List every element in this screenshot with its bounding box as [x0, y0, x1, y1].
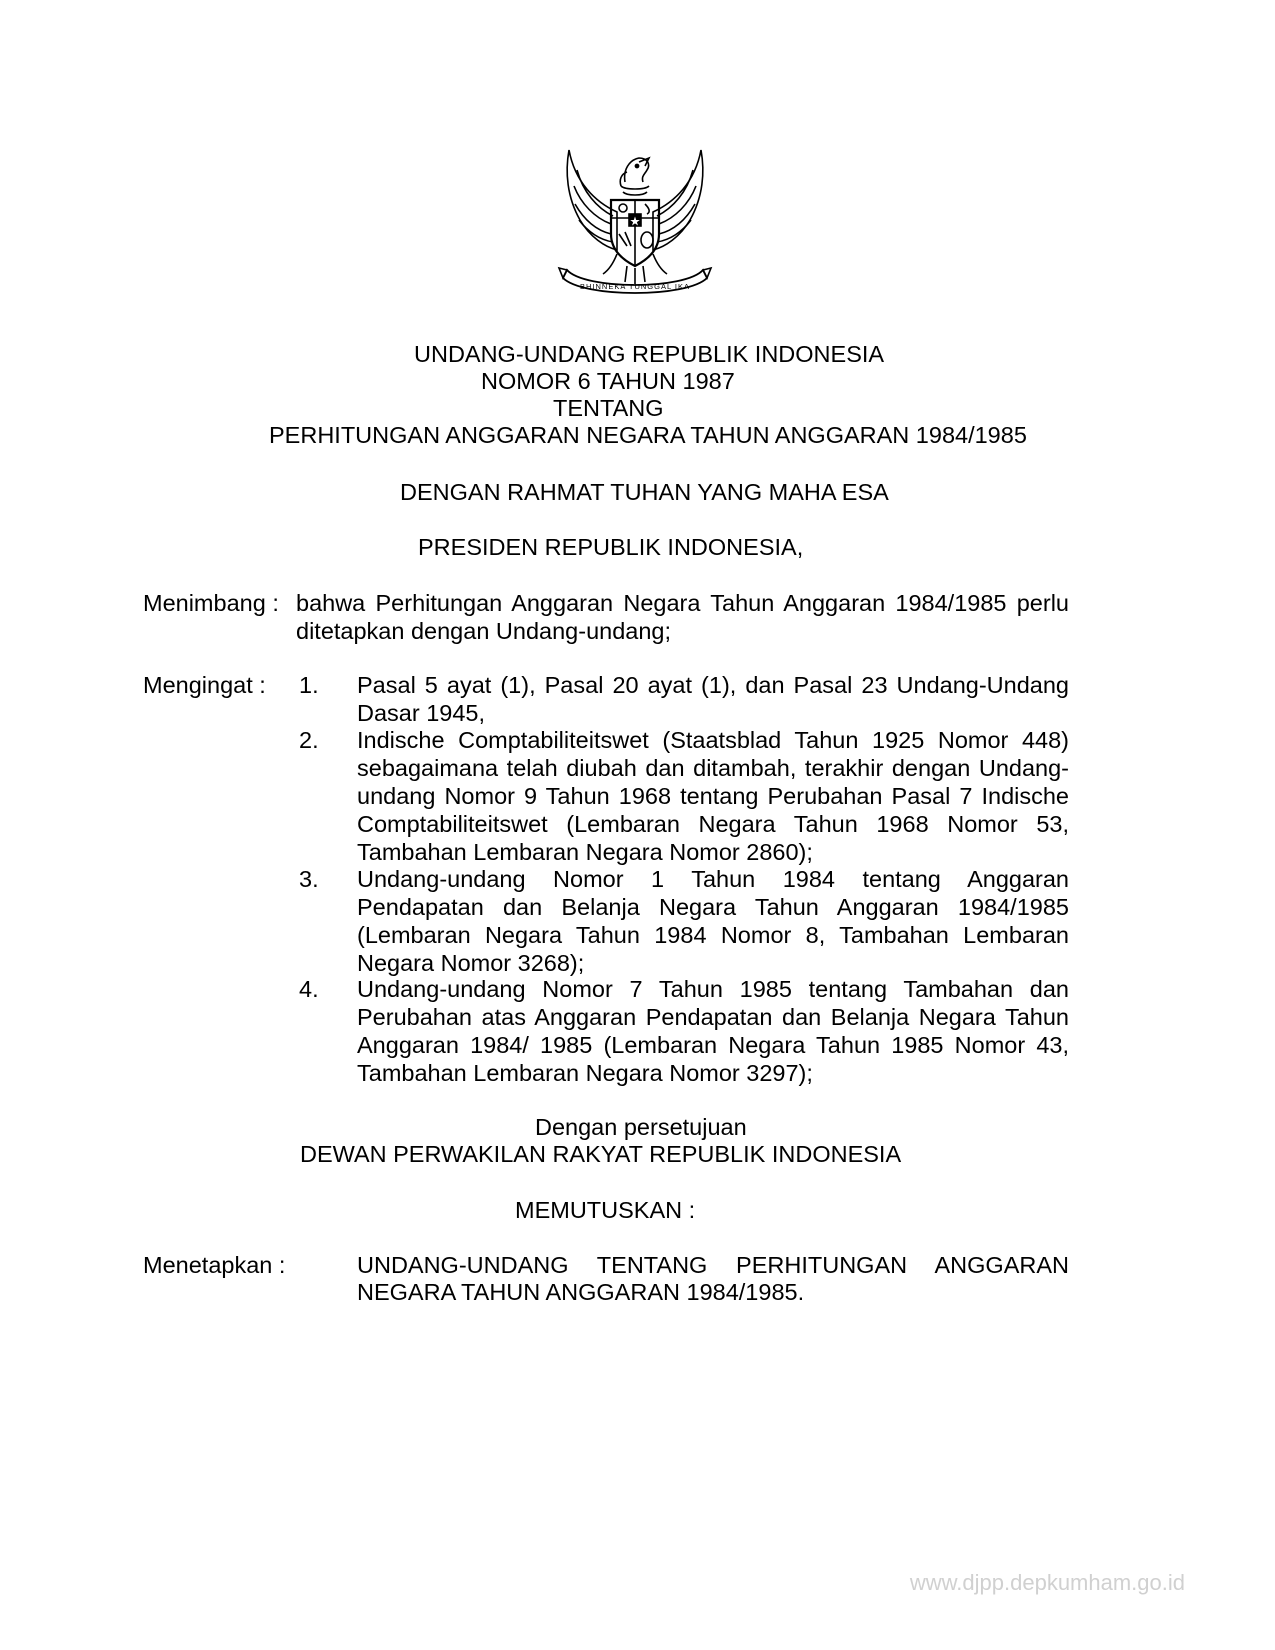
- footer-url: www.djpp.depkumham.go.id: [909, 1570, 1185, 1595]
- heading-line-1: UNDANG-UNDANG REPUBLIK INDONESIA: [414, 341, 885, 367]
- heading-line-3: TENTANG: [553, 395, 664, 421]
- president-line: PRESIDEN REPUBLIK INDONESIA,: [418, 534, 804, 560]
- persetujuan-line-2: DEWAN PERWAKILAN RAKYAT REPUBLIK INDONESIA: [300, 1141, 902, 1167]
- menetapkan-line-2: NEGARA TAHUN ANGGARAN 1984/1985.: [357, 1279, 805, 1305]
- menetapkan-line-1: UNDANG-UNDANG TENTANG PERHITUNGAN ANGGARAN: [357, 1252, 1069, 1278]
- mengingat-item-number: 2.: [299, 727, 319, 753]
- memutuskan-line: MEMUTUSKAN :: [515, 1197, 696, 1223]
- heading-line-4: PERHITUNGAN ANGGARAN NEGARA TAHUN ANGGARAN 1984/1985: [269, 422, 1027, 448]
- menimbang-text: bahwa Perhitungan Anggaran Negara Tahun Anggaran 1984/1985 perlu ditetapkan dengan Undang-undang;: [296, 590, 1069, 644]
- mengingat-item-text: Undang-undang Nomor 7 Tahun 1985 tentang Tambahan dan Perubahan atas Anggaran Pendapatan dan Belanja Negara Tahun Anggaran 1984/ 1985 (Lembaran Negara Tahun 1985 Nomor 43, Tambahan Lembaran Negara Nomor 3297);: [357, 976, 1069, 1086]
- garuda-emblem-icon: [555, 142, 715, 312]
- mengingat-item-text: Indische Comptabiliteitswet (Staatsblad Tahun 1925 Nomor 448) sebagaimana telah diubah dan ditambah, terakhir dengan Undang-undang Nomor 9 Tahun 1968 tentang Perubahan Pasal 7 Indische Comptabiliteitswet (Lembaran Negara Tahun 1968 Nomor 53, Tambahan Lembaran Negara Nomor 2860);: [357, 727, 1069, 865]
- mengingat-item-number: 4.: [299, 976, 319, 1002]
- mengingat-label: Mengingat :: [143, 672, 266, 698]
- menimbang-label: Menimbang :: [143, 590, 279, 616]
- emblem-motto: BHINNEKA TUNGGAL IKA: [579, 282, 691, 291]
- mengingat-item-number: 1.: [299, 672, 319, 698]
- mengingat-item-number: 3.: [299, 866, 319, 892]
- menetapkan-label: Menetapkan :: [143, 1252, 286, 1278]
- mengingat-item-text: Pasal 5 ayat (1), Pasal 20 ayat (1), dan Pasal 23 Undang-Undang Dasar 1945,: [357, 672, 1069, 726]
- heading-line-2: NOMOR 6 TAHUN 1987: [481, 368, 735, 394]
- mengingat-item-text: Undang-undang Nomor 1 Tahun 1984 tentang Anggaran Pendapatan dan Belanja Negara Tahun Anggaran 1984/1985 (Lembaran Negara Tahun 1984 Nomor 8, Tambahan Lembaran Negara Nomor 3268);: [357, 866, 1069, 976]
- invocation: DENGAN RAHMAT TUHAN YANG MAHA ESA: [400, 479, 889, 505]
- persetujuan-line-1: Dengan persetujuan: [535, 1114, 747, 1140]
